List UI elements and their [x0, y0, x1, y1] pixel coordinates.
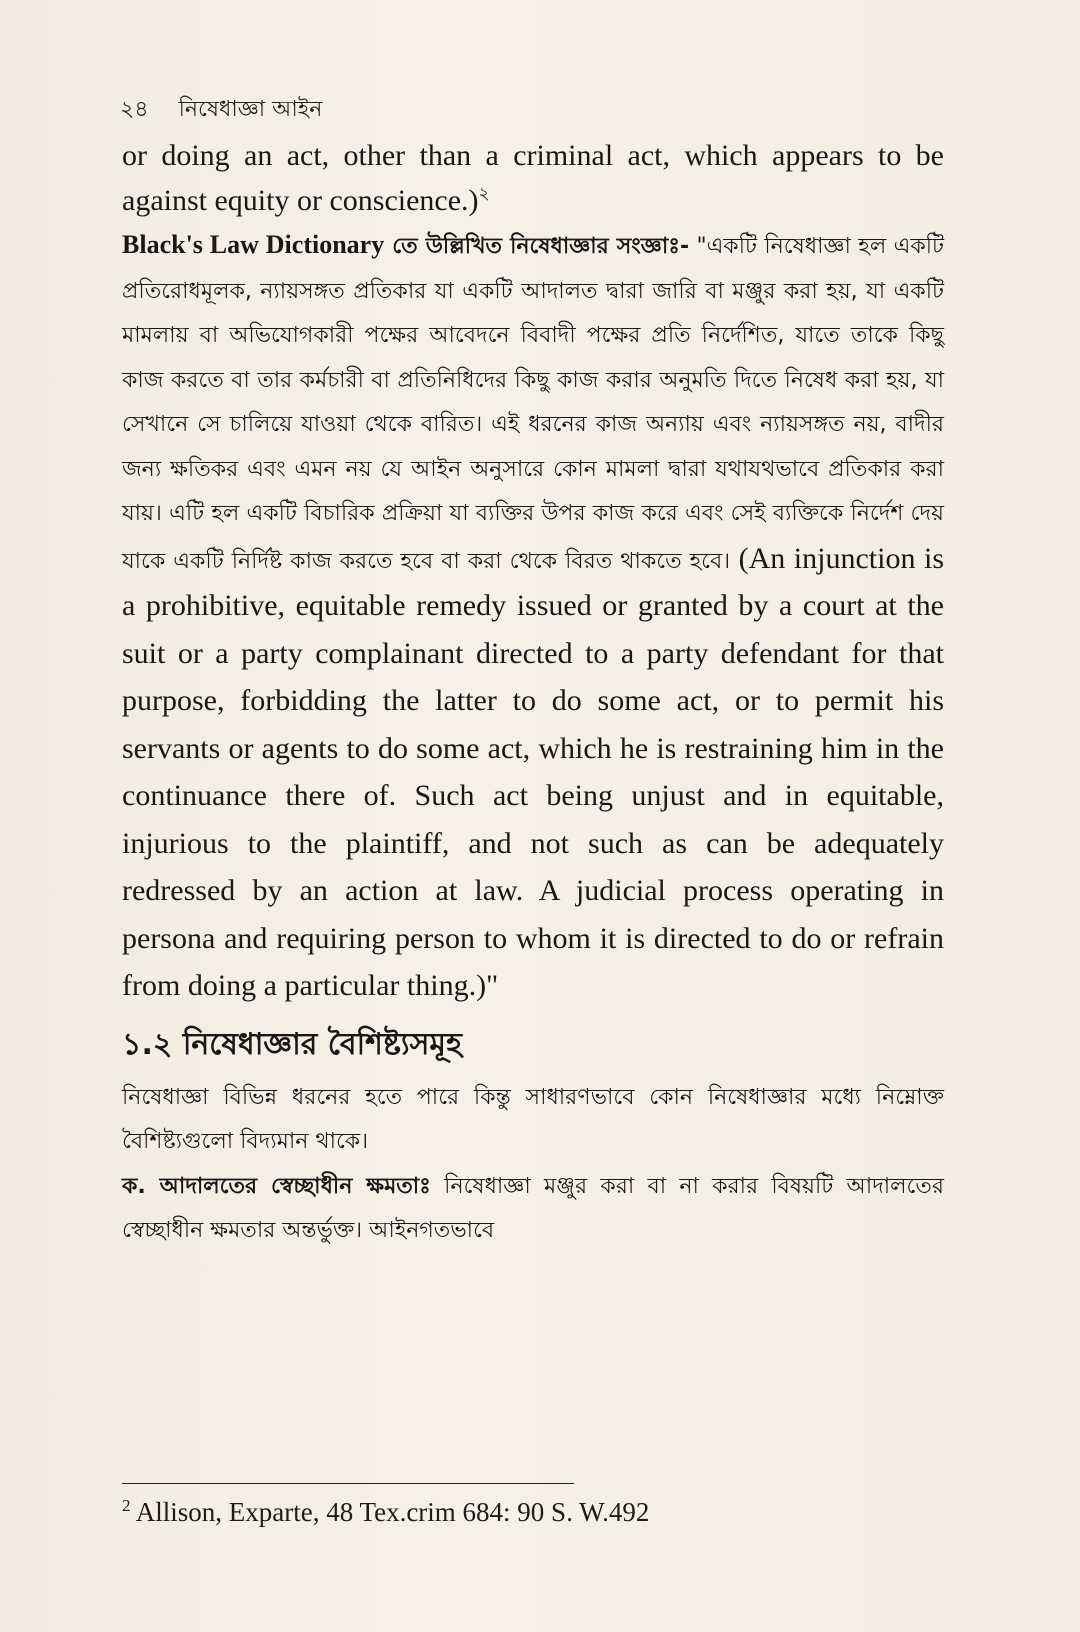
definition-bengali: "একটি নিষেধাজ্ঞা হল একটি প্রতিরোধমূলক, ন্যায়সঙ্গত প্রতিকার যা একটি আদালত দ্বারা জারি বা মঞ্জুর করা হয়, যা একটি মামলায় বা অভিযোগকারী পক্ষের আবেদনে বিবাদী পক্ষের প্রতি নির্দেশিত, যাতে তাকে কিছু কাজ করতে বা তার কর্মচারী বা প্রতিনিধিদের কিছু কাজ করার অনুমতি দিতে নিষেধ করা হয়, যা সেখানে সে চালিয়ে যাওয়া থেকে বারিত। এই ধরনের কাজ অন্যায় এবং ন্যায়সঙ্গত নয়, বাদীর জন্য ক্ষতিকর এবং এমন নয় যে আইন অনুসারে কোন মামলা দ্বারা যথাযথভাবে প্রতিকার করা যায়। এটি হল একটি বিচারিক প্রক্রিয়া যা ব্যক্তির উপর কাজ করে এবং সেই ব্যক্তিকে নির্দেশ দেয় যাকে একটি নির্দিষ্ট কাজ করতে হবে বা করা থেকে বিরত থাকতে হবে।	[122, 234, 944, 574]
footnote-rule	[122, 1483, 574, 1484]
feature-ka-text: নিষেধাজ্ঞা মঞ্জুর করা বা না করার বিষয়টি আদালতের স্বেচ্ছাধীন ক্ষমতার অন্তর্ভুক্ত। আইনগতভাবে	[122, 1173, 944, 1243]
page-body	[122, 134, 944, 1254]
section-heading: ১.২ নিষেধাজ্ঞার বৈশিষ্ট্যসমূহ	[122, 1026, 462, 1062]
definition-lead: তে উল্লিখিত নিষেধাজ্ঞার সংজ্ঞাঃ-	[384, 234, 690, 259]
paragraph-definition	[122, 223, 944, 1012]
footnote-reference: ২	[478, 183, 490, 203]
dictionary-title: Black's Law Dictionary	[122, 230, 385, 259]
footnote-marker: 2	[122, 1496, 131, 1515]
paragraph-continuation-text: or doing an act, other than a criminal act, which appears to be against equity or conscience.)	[122, 139, 944, 217]
paragraph-continuation	[122, 134, 944, 223]
running-header	[120, 92, 322, 129]
paragraph-features-intro: নিষেধাজ্ঞা বিভিন্ন ধরনের হতে পারে কিন্তু সাধারণভাবে কোন নিষেধাজ্ঞার মধ্যে নিম্নোক্ত বৈশিষ্ট্যগুলো বিদ্যমান থাকে।	[122, 1084, 944, 1154]
paragraph-feature-ka	[122, 1165, 944, 1254]
page-number: ২৪	[120, 97, 149, 122]
footnote-text: Allison, Exparte, 48 Tex.crim 684: 90 S. W.492	[130, 1497, 650, 1527]
feature-ka-title: ক. আদালতের স্বেচ্ছাধীন ক্ষমতাঃ	[122, 1173, 431, 1199]
running-title: নিষেধাজ্ঞা আইন	[178, 97, 323, 122]
definition-english: (An injunction is a prohibitive, equitable remedy issued or granted by a court at the suit or a party complainant directed to a party defendant for that purpose, forbidding the latter to do some act, or to permit his servants or agents to do some act, which he is restraining him in the continuance there of. Such act being unjust and in equitable, injurious to the plaintiff, and not such as can be adequately redressed by an action at law. A judicial process operating in persona and requiring person to whom it is directed to do or refrain from doing a particular thing.)"	[122, 541, 944, 1002]
footnote	[122, 1497, 649, 1528]
